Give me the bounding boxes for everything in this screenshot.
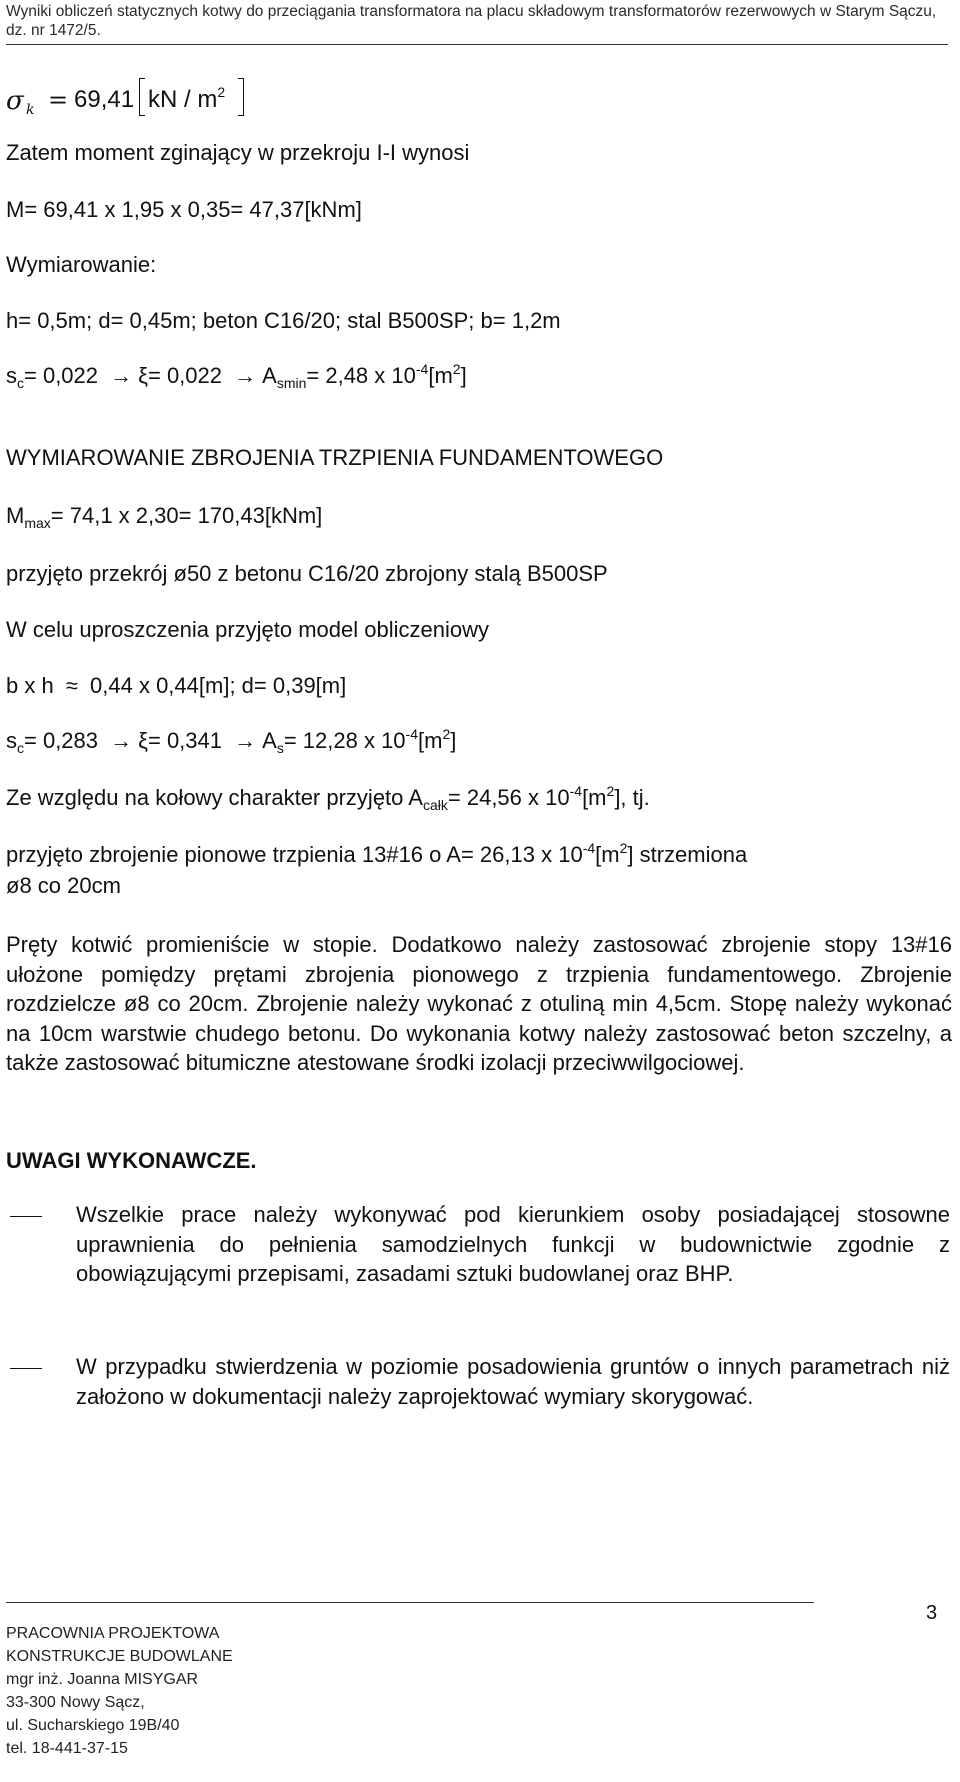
- text-line-reinforcement-calc-2: $s_c= 0,283 \to \xi= 0,341 \to A_s= 12,28$ x $10^{-4}[m^2]$: [6, 726, 457, 756]
- remark-item: Wszelkie prace należy wykonywać pod kierunkiem osoby posiadającej stosowne uprawnienia do pełnienia samodzielnych funkcji w budownictwie zgodnie z obowiązującymi przepisami, zasadami sztuki budowlanej oraz BHP.: [76, 1202, 950, 1286]
- formula-bracket-left: [139, 78, 145, 116]
- formula-symbol: σ: [6, 86, 24, 116]
- arrow-icon: →: [110, 363, 133, 388]
- arrow-icon: →: [110, 728, 133, 753]
- text-line-cross-section: przyjęto przekrój ø50 z betonu C16/20 zbrojony stalą B500SP: [6, 561, 608, 586]
- running-header: Wyniki obliczeń statycznych kotwy do przeciągania transformatora na placu składowym transformatorów rezerwowych w Starym Sączu, dz. nr 1472/5.: [6, 3, 937, 39]
- footer-line: KONSTRUKCJE BUDOWLANE: [6, 1648, 233, 1665]
- footer-divider: [6, 1602, 814, 1603]
- footer-line: ul. Sucharskiego 19B/40: [6, 1717, 180, 1734]
- approx-icon: ≈: [65, 673, 78, 698]
- footer-line: mgr inż. Joanna MISYGAR: [6, 1671, 199, 1688]
- text-line-reinforcement-calc-1: $s_c= 0,022 \to \xi= 0,022 \to A_{smin}= 2,48$ x $10^{-4}[m^2]$: [6, 361, 467, 391]
- footer-line: 33-300 Nowy Sącz,: [6, 1694, 145, 1711]
- text-line-stirrups: ø8 co 20cm: [6, 873, 121, 898]
- footer-line: tel. 18-441-37-15: [6, 1740, 128, 1757]
- text-line-moment-calc: M= 69,41 x 1,95 x 0,35= 47,37[kNm]: [6, 197, 362, 222]
- formula-equals: =: [48, 86, 69, 114]
- section-heading-shaft: WYMIAROWANIE ZBROJENIA TRZPIENIA FUNDAMENTOWEGO: [6, 445, 664, 470]
- footer-line: PRACOWNIA PROJEKTOWA: [6, 1625, 220, 1642]
- formula-unit: kN / $m^2$: [148, 84, 226, 113]
- footer-contact: [6, 1622, 233, 1760]
- text-line-moment-intro: Zatem moment zginający w przekroju I-I wynosi: [6, 140, 470, 165]
- remarks-heading: UWAGI WYKONAWCZE.: [6, 1148, 257, 1173]
- header-divider: [6, 44, 948, 45]
- bullet-dash-icon: [10, 1368, 42, 1369]
- text-line-total-area: Ze względu na kołowy charakter przyjęto $A_{całk}= 24,56$ x $10^{-4}[m^2]$, tj.: [6, 783, 650, 813]
- arrow-icon: →: [234, 728, 257, 753]
- text-line-material-params: h= 0,5m; d= 0,45m; beton C16/20; stal B500SP; b= 1,2m: [6, 308, 561, 333]
- text-line-adopted-reinforcement: przyjęto zbrojenie pionowe trzpienia 13#16 o A= 26,13 x $10^{-4}[m^2]$ strzemiona: [6, 840, 748, 867]
- text-line-dimensioning: Wymiarowanie:: [6, 252, 157, 277]
- formula-subscript: k: [26, 102, 35, 118]
- text-line-model-intro: W celu uproszczenia przyjęto model obliczeniowy: [6, 617, 489, 642]
- page-number: 3: [926, 1602, 938, 1624]
- remark-item: W przypadku stwierdzenia w poziomie posadowienia gruntów o innych parametrach niż założono w dokumentacji należy zaprojektować wymiary skorygować.: [76, 1354, 950, 1409]
- formula-value: 69,41: [74, 86, 135, 113]
- text-line-max-moment: $M_{max}= 74,1$ x 2,30= 170,43[kNm]: [6, 503, 323, 531]
- formula-bracket-right: [238, 78, 244, 116]
- text-line-model-dims: b x h ≈ 0,44 x 0,44[m]; d= 0,39[m]: [6, 673, 347, 698]
- arrow-icon: →: [234, 363, 257, 388]
- bullet-dash-icon: [10, 1216, 42, 1217]
- anchoring-paragraph: Pręty kotwić promieniście w stopie. Dodatkowo należy zastosować zbrojenie stopy 13#16 ułożone pomiędzy prętami zbrojenia pionowego z trzpienia fundamentowego. Zbrojenie rozdzielcze ø8 co 20cm. Zbrojenie należy wykonać z otuliną min 4,5cm. Stopę należy wykonać na 10cm warstwie chudego betonu. Do wykonania kotwy należy zastosować beton szczelny, a także zastosować bitumiczne atestowane środki izolacji przeciwwilgociowej.: [6, 932, 952, 1075]
